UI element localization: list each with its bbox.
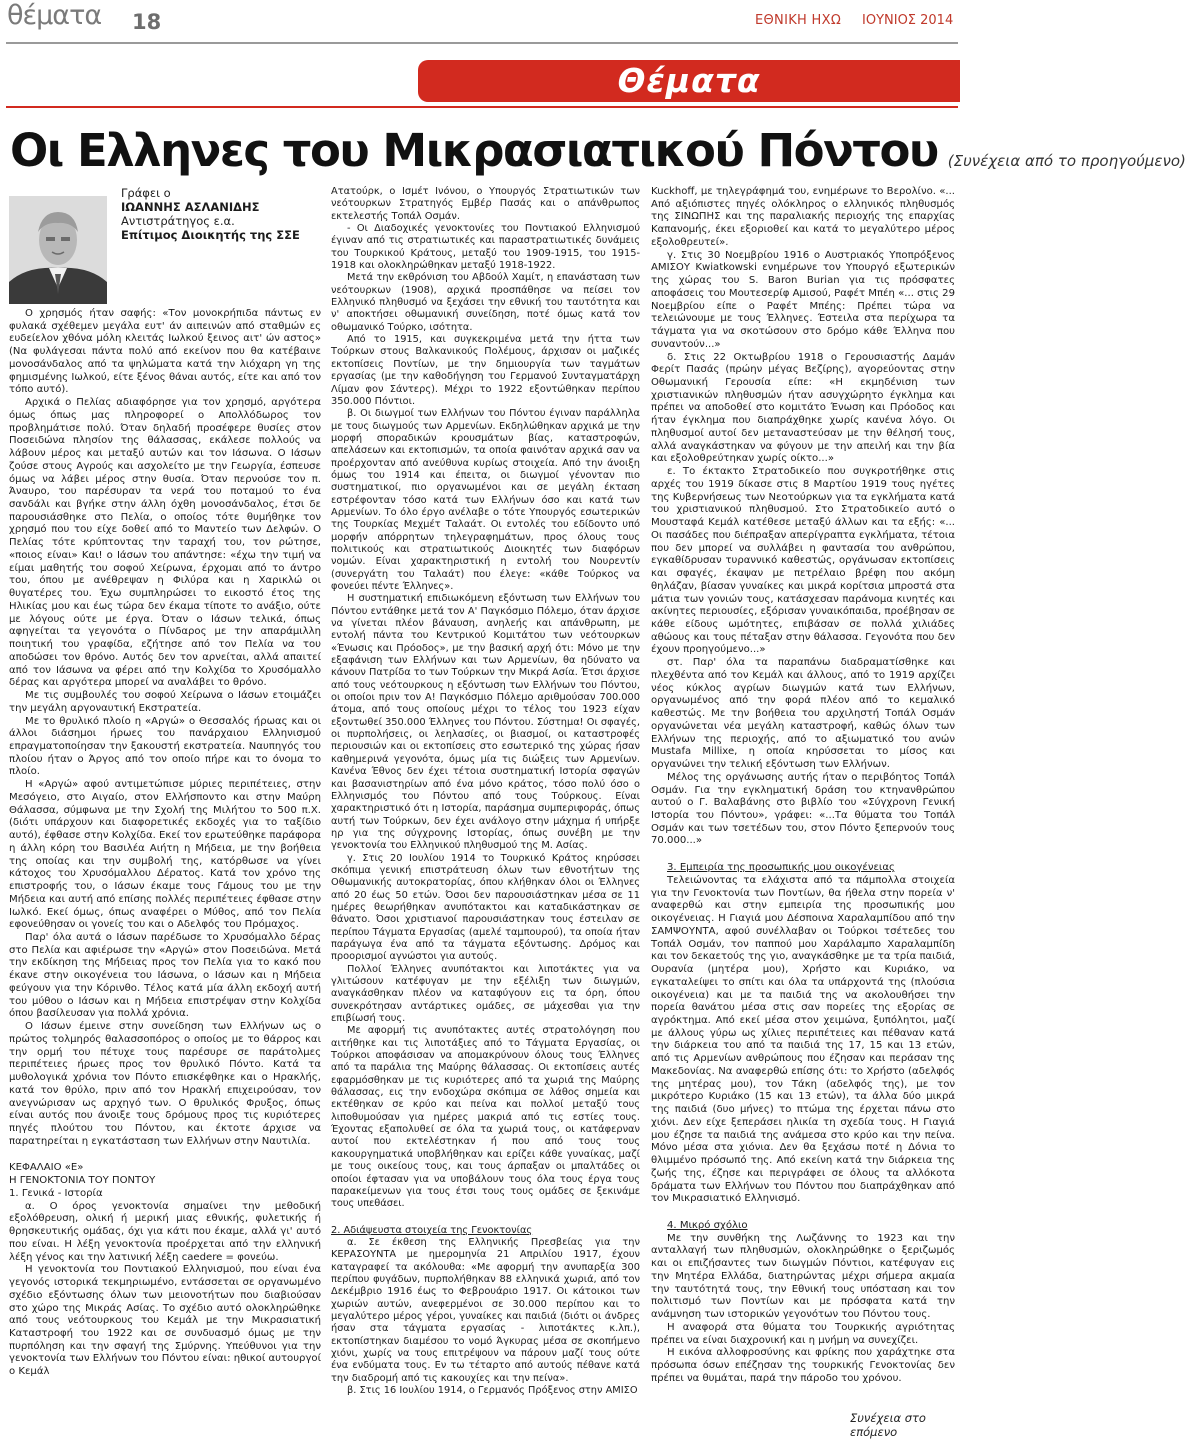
headline-continuation: (Συνέχεια από το προηγούμενο) (947, 152, 1186, 170)
paragraph: Με την συνθήκη της Λωζάννης το 1923 και την ανταλλαγή των πληθυσμών, ολοκληρώθηκε ο ξεριζωμός και οι επιζήσαντες των διωγμών Πόντιοι, κατέφυγαν εις την Μητέρα Ελλάδα, διατηρώντας μέχρι σήμερα ακμαία την ταυτότητά τους, την Εθνική τους υπόσταση και τον πολιτισμό των Ποντίων και με πρόσφατα κατά την ανάμνηση των ιστορικών γεγονότων του Πόντου τους. (651, 1232, 955, 1321)
paragraph: Παρ' όλα αυτά ο Ιάσων παρέδωσε το Χρυσόμαλλο δέρας στο Πελία και αφιέρωσε την «Αργώ» στον Ποσειδώνα. Μετά την εκδίκηση της Μήδειας προς τον Πελία για το κακό που έκανε στην οικογένεια του Ιάσωνα, ο Ιάσων και η Μήδεια φεύγουν για την Κόρινθο. Τέλος κατά μία άλλη εκδοχή αυτή του μύθου ο Ιάσων και η Μήδεια επιστρέψαν στην Κολχίδα όπου βασίλευσαν για πολλά χρόνια. (9, 931, 321, 1020)
paragraph: Ατατούρκ, ο Ισμέτ Ινόνου, ο Υπουργός Στρατιωτικών των νεότουρκων Στρατηγός Εμβέρ Πασάς και ο απάνθρωπος εκτελεστής Τοπάλ Οσμάν. (331, 186, 640, 222)
paragraph: Η αναφορά στα θύματα του Τουρκικής αγριότητας πρέπει να είναι διαχρονική και η μνήμη να συνεχίζει. (651, 1321, 955, 1346)
paragraph: Από το 1915, και συγκεκριμένα μετά την ήττα των Τούρκων στους Βαλκανικούς Πολέμους, άρχισαν οι μαζικές εκτοπίσεις Ποντίων, με την δημιουργία των ταγμάτων εργασίας (με την καθοδήγηση του Γερμανού Συνταγματάρχη Λίμαν φον Σάντερς). Μέχρι το 1922 εξοντώθηκαν περίπου 350.000 Πόντιοι. (331, 334, 640, 407)
section-heading: 1. Γενικά - Ιστορία (9, 1187, 103, 1199)
paragraph: στ. Παρ' όλα τα παραπάνω διαδραματίσθηκε και πλεχθέντα από τον Κεμάλ και άλλους, από το 1919 αρχίζει νέος κύκλος αγρίων διωγμών κατά των Ελλήνων, οργανωμένος από την φορά πλέον από το κεμαλικό καθεστώς. Με την βοήθεια του αρχιληστή Τοπάλ Οσμάν οργανώνεται νέα μεγάλη καταστροφή, καθώς όλων των Ελλήνων της περιοχής, από το αξιωματικό του ανών Mustafa Millixe, η οποία κηρύσσεται το μίσος και οργανώνει την τελική εξόντωση των Ελλήνων. (651, 657, 955, 771)
paragraph: Η «Αργώ» αφού αντιμετώπισε μύριες περιπέτειες, στην Μεσόγειο, στο Αιγαίο, στον Ελλήσποντο και στην Μαύρη Θάλασσα, σύμφωνα με την Σχολή της Μιλήτου το 500 π.Χ. (διότι υπάρχουν και διαφορετικές εκδοχές για το ταξίδιο αυτό), έφθασε στην Κολχίδα. Εκεί τον ερωτεύθηκε παράφορα η άλλη κόρη του Βασιλέα Αιήτη η Μήδεια, με την βοήθεια της οποίας και την συμβολή της, κατόρθωσε να γίνει κάτοχος του Χρυσόμαλλου Δέρατος. Κατά τον χρόνο της επιστροφής του, ο Ιάσων έκαμε τους Γάμους του με την Μήδεια και αυτή από επίσης πολλές περιπέτειες έφθασε στην Ιωλκό. Εκεί όμως, όπως αναφέρει ο Μύθος, από τον Πελία εφονεύθησαν οι γονείς του και ο Αδελφός του Πρόμαχος. (9, 779, 321, 931)
paragraph: δ. Στις 22 Οκτωβρίου 1918 ο Γερουσιαστής Δαμάν Φερίτ Πασάς (πρώην μέγας Βεζίρης), αγορεύοντας στην Οθωμανική Γερουσία είπε: «Η εκμηδένιση των χριστιανικών πληθυσμών ήταν ασυγχώρητο έγκλημα και πρέπει να αποδοθεί στο κομιτάτο Ένωση και Πρόοδος και ήταν έγκλημα που διαπράχθηκε χωρίς κανένα λόγο. Οι πληθυσμοί αυτοί δεν μεταναστεύσαν με την θέλησή τους, αλλά αναγκάστηκαν να φύγουν με την απειλή και την βία και εξολοθρεύτηκαν χωρίς οίκτο...» (651, 351, 955, 465)
paragraph: γ. Στις 20 Ιουλίου 1914 το Τουρκικό Κράτος κηρύσσει σκόπιμα γενική επιστράτευση όλων των εθνοτήτων της Οθωμανικής αυτοκρατορίας, όπου κλήθηκαν όλοι οι Έλληνες από 20 έως 50 ετών. Όσοι δεν παρουσιάστηκαν μέσα σε 11 ημέρες θεωρήθηκαν ανυπότακτοι και καταδικάστηκαν σε θάνατο. Όσοι χριστιανοί παρουσιάστηκαν τους έστειλαν σε περίπου Τάγματα Εργασίας (αμελέ ταμπουρού), τα οποία ήταν παράγωγα ένα από τα τάγματα εξόντωσης. Δρόμος και προορισμοί αγνώστοι για αυτούς. (331, 852, 640, 963)
paragraph: β. Στις 16 Ιουλίου 1914, ο Γερμανός Πρόξενος στην ΑΜΙΣΟ (347, 1385, 638, 1396)
paragraph: Με αφορμή τις ανυπότακτες αυτές στρατολόγηση που αιτήθηκε και τις λιποτάξιες από το Τάγματα Εργασίας, οι Τούρκοι αποφάσισαν να απομακρύνουν όλους τους Έλληνες από τα παράλια της Μαύρης θάλασσας. Οι εκτοπίσεις αυτές εφαρμόσθηκαν με τις κυριότερες από τα χωριά της Μαύρης θάλασσας, εις την ενδοχώρα σκόπιμα σε λάθος σημεία και εκτέθηκαν σε κρύο και πείνα και πολλοί μεταξύ τους λιποθυμούσαν για ημέρες μακριά από τις εστίες τους. Έχοντας εξαπολυθεί σε όλα τα χωριά τους, οι κατάφερναν αυτοί που εκτελέστηκαν ή που από τους τους κακουργηματικά υποβλήθηκαν και ερίζει κάθε γυναίκας, μαζί με τους οικείους τους, και τους άρπαξαν οι μπαλτάδες οι οποίοι έφτασαν για να υποβάλουν τους όλα τους έργα τους παρακείμενων για τους έτσι τους τους ομάδες σε ξεκινάμε τους υπεθάσει. (331, 1025, 640, 1210)
section-heading: 3. Εμπειρία της προσωπικής μου οικογένειας (667, 862, 895, 874)
paragraph: ε. Το έκτακτο Στρατοδικείο που συγκροτήθηκε στις αρχές του 1919 δίκασε στις 8 Μαρτίου 1919 τους ηγέτες της Κυβερνήσεως των Νεοτούρκων για τα εγκλήματα κατά του χριστιανικού πληθυσμού. Στο Στρατοδικείο αυτό ο Μουσταφά Κεμάλ κατέθεσε μεταξύ άλλων και τα εξής: «... Οι πασάδες που διέπραξαν απερίγραπτα εγκλήματα, τέτοια που δεν μπορεί να συλλάβει η φαντασία του ανθρώπου, εγκαθίδρυσαν τυραννικό καθεστώς, οργάνωσαν εκτοπίσεις και σφαγές, έκαψαν με πετρέλαιο βρέφη που ακόμη θηλάζαν, βίασαν γυναίκες και μικρά κορίτσια μπροστά στα μάτια των γονιών τους, κατάσχεσαν παράνομα κινητές και ακίνητες περιουσίες, εξόρισαν γυναικόπαιδα, προέβησαν σε κάθε είδους ωμότητες, επιβάσαν σε πολλά χιλιάδες αθώους και τους πέταξαν στην θάλασσα. Γεγονότα που δεν έχουν προηγούμενο...» (651, 466, 955, 656)
section-label: θέματα (7, 0, 102, 31)
issue-date: ΙΟΥΝΙΟΣ 2014 (862, 13, 954, 28)
article-headline (10, 124, 1186, 177)
article-column-1 (9, 186, 321, 1379)
chapter-heading: ΚΕΦΑΛΑΙΟ «Ε» (9, 1162, 84, 1174)
author-photo-icon (9, 196, 107, 304)
article-column-2 (331, 186, 640, 1397)
paragraph: γ. Στις 30 Νοεμβρίου 1916 ο Αυστριακός Υποπρόξενος ΑΜΙΣΟΥ Kwiatkowski ενημέρωνε τον Υπουργό εξωτερικών της χώρας του S. Baron Burian για τις πρόσφατες αποφάσεις του Μουτεσερίφ Αμισού, Ραφέτ Μπέη «... στις 29 Νοεμβρίου είπε ο Ραφέτ Μπέης: Πρέπει τώρα να τελειώνουμε με τους Έλληνες. Έστειλα στα περίχωρα τα τάγματα για να σκοτώσουν στο δρόμο κάθε Έλληνα που συναντούν...» (651, 249, 955, 350)
paragraph: α. Ο όρος γενοκτονία σημαίνει την μεθοδική εξολόθρευση, ολική ή μερική μιας εθνικής, φυλετικής ή θρησκευτικής ομάδας, όχι για κάτι που έκαμε, αλλά γι' αυτό που είναι. Η λέξη γενοκτονία προέρχεται από την ελληνική λέξη γένος και την λατινική λέξη caedere = φονεύω. (9, 1200, 321, 1263)
paragraph: α. Σε έκθεση της Ελληνικής Πρεσβείας για την ΚΕΡΑΣΟΥΝΤΑ με ημερομηνία 21 Απριλίου 1917, έχουν καταγραφεί τα ακόλουθα: «Με αφορμή την ανυπαρξία 300 περίπου φυγάδων, πυρπολήθηκαν 88 ελληνικά χωριά, από τον Δεκέμβριο 1916 έως το Φεβρουάριο 1917. Οι κάτοικοι των χωριών αυτών, ανεφερμένοι σε 30.000 περίπου και το μεγαλύτερο μέρος γέροι, γυναίκες και παιδιά (διότι οι άνδρες ήσαν στα τάγματα εργασίας - λιποτάκτες κ.λπ.), εκτοπίστηκαν διαμέσου το νομό Άγκυρας μέσα σε σκοπήμενο χιόνι, χωρίς να τους επιτρέψουν να πάρουν μαζί τους ούτε ένα ενδύματα τους. Εν τω τέταρτο από αυτούς πέθανε κατά την διαδρομή από τις κακουχίες και την πείνα». (331, 1236, 640, 1384)
paragraph: Με τις συμβουλές του σοφού Χείρωνα ο Ιάσων ετοιμάζει την μεγάλη αργοναυτική Εκστρατεία. (9, 690, 321, 714)
page-header (0, 0, 960, 42)
article-column-3 (651, 186, 955, 1386)
paragraph: Η γενοκτονία του Ποντιακού Ελληνισμού, που είναι ένα γεγονός ιστορικά τεκμηριωμένο, εντάσσεται σε οργανωμένο σχέδιο εξόντωσης όλων των μειονοτήτων που διαβιούσαν στο χώρο της Μικράς Ασίας. Το σχέδιο αυτό ολοκληρώθηκε από τους νεότουρκους του Κεμάλ με την Μικρασιατική Καταστροφή του 1922 και σε συνδυασμό όμως με την πυρπόληση και την σφαγή της Σμύρνης. Υπεύθυνοι για την γενοκτονία των Ελλήνων του Πόντου είναι: ηθικοί αυτουργοί ο Κεμάλ (9, 1264, 321, 1378)
section-heading: 2. Αδιάψευστα στοιχεία της Γενοκτονίας (331, 1224, 533, 1236)
paragraph: Ο χρησμός ήταν σαφής: «Τον μονοκρήπιδα πάντως εν φυλακά σχέθεμεν μεγάλα ευτ' άν αιπεινών από σταθμών ες ευδείελον χθόνα μόλη κλειτάς Ιωλκού ξεινος αιτ' ών αστος» (Να φυλάγεσαι πάντα πολύ από εκείνον που θα κατέβαινε μονοσάνδαλος από τα ψηλώματα κατά την λιόχαρη γη της φημισμένης Ιωλκού, είτε ξένος θάναι αυτός, είτε και από τον τόπο αυτό). (9, 308, 321, 396)
page-number: 18 (132, 10, 162, 34)
banner-rule (6, 106, 958, 108)
author-byline (121, 186, 300, 242)
header-rule (6, 42, 958, 44)
paragraph: β. Οι διωγμοί των Ελλήνων του Πόντου έγιναν παράλληλα με τους διωγμούς των Αρμενίων. Εκδηλώθηκαν αρχικά με την μορφή σποραδικών κρουσμάτων βίας, καταστροφών, απελάσεων και εκτοπισμών, τα οποία φαινόταν αρχικά σαν να προέρχονταν από ανεύθυνα κυρίως στοιχεία. Από την άνοιξη όμως του 1914 και έπειτα, οι διωγμοί γένονταν πιο συστηματικοί, πιο οργανωμένοι και σε μεγάλη έκταση εστρέφονταν τόσο κατά των Ελλήνων όσο και κατά των Αρμενίων. Το όλο έργο ανέλαβε ο τότε Υπουργός εσωτερικών της Τουρκίας Μεχμέτ Ταλαάτ. Οι εντολές του εδίδοντο υπό μορφήν απόρρητων τηλεγραφημάτων, προς όλους τους πολιτικούς και στρατιωτικούς Διοικητές των διαφόρων νομών. Είναι χαρακτηριστική η εντολή του Νουρεντίν (συνεργάτη του Ταλαάτ) που έλεγε: «κάθε Τούρκος να φονεύει πέντε Έλληνες». (331, 408, 640, 592)
paragraph: Η συστηματική επιδιωκόμενη εξόντωση των Ελλήνων του Πόντου εντάθηκε μετά τον Α' Παγκόσμιο Πόλεμο, όταν άρχισε να γίνεται πλέον βάναυση, ανηλεής και απάνθρωπη, με εντολή πάντα του Κεντρικού Κομιτάτου των νεότουρκων «Ένωσις και Πρόοδος», με την βασική αρχή ότι: Μόνο με την εξαφάνιση των Ελλήνων και των Αρμενίων, θα ηδύνατο να κάνουν Πατρίδα το των Τούρκων την Μικρά Ασία. Έτσι άρχισε από τους νεότουρκους η εξόντωση των Ελλήνων του Πόντου, οι οποίοι πριν τον Α! Παγκόσμιο Πόλεμο αριθμούσαν 700.000 άτομα, από τους οποίους μέχρι το τέλος του 1923 είχαν εξοντωθεί 350.000 Έλληνες του Πόντου. Σύστημα! Οι σφαγές, οι πυρπολήσεις, οι λεηλασίες, οι βιασμοί, οι καταστροφές περιουσιών και οι εκτοπίσεις στο εσωτερικό της χώρας ήσαν καθημερινά γεγονότα, όμως μία τις διώξεις των Αρμενίων. Κανένα Έθνος δεν έχει τέτοια συστηματική Ιστορία σφαγών και βασανιστηρίων από ένα μόνο κράτος, τόσο πολύ όσο ο Ελληνισμός του Πόντου από τους Τούρκους. Είναι χαρακτηριστικό ότι η Ιστορία, παράσημα συμπεριφοράς, όπως αυτή των Τούρκων, δεν έχει ανάλογο στην μάχημα ή υπήρξε ηρ για της σύγχρονης Ιστορίας, όπως συνέβη με την γενοκτονία του Ελληνικού πληθυσμού της Μ. Ασίας. (331, 593, 640, 852)
author-role: Επίτιμος Διοικητής της ΣΣΕ (121, 228, 300, 242)
paragraph: Μετά την εκθρόνιση του Αβδούλ Χαμίτ, η επανάσταση των νεότουρκων (1908), αρχικά προσπάθησε να πείσει τον Ελληνικό πληθυσμό να ξεχάσει την εθνική του ταυτότητα και ν' αποκτήσει οθωμανική συνείδηση, ποτέ όμως κατά τον οθωμανικό Τούρκο, ισότητα. (331, 272, 640, 333)
section-heading: 4. Μικρό σχόλιο (667, 1220, 748, 1232)
paragraph: Η εικόνα αλλοφροσύνης και φρίκης που χαράχτηκε στα πρόσωπα όσων επέζησαν της τουρκικής Γενοκτονίας δεν πρέπει να θυμάται, παρά την πάροδο του χρόνου. (651, 1347, 955, 1384)
author-name: ΙΩΑΝΝΗΣ ΑΣΛΑΝΙΔΗΣ (121, 200, 260, 214)
paragraph: Μέλος της οργάνωσης αυτής ήταν ο περιβόητος Τοπάλ Οσμάν. Για την εγκληματική δράση του κτηνανθρώπου αυτού ο Γ. Βαλαβάνης στο βιβλίο του «Σύγχρονη Γενική Ιστορία του Πόντου», γράφει: «...Τα θύματα του Τοπάλ Οσμάν και των τσετέδων του, στον Πόντο ξεπερνούν τους 70.000...» (651, 771, 955, 847)
byline-intro: Γράφει ο (121, 186, 171, 200)
headline-title: Οι Ελληνες του Μικρασιατικού Πόντου (10, 124, 938, 177)
paragraph: Τελειώνοντας τα ελάχιστα από τα πάμπολλα στοιχεία για την Γενοκτονία των Ποντίων, θα ήθελα στην πορεία ν' αναφερθώ και στην εμπειρία της προσωπικής μου οικογένειας. Η Γιαγιά μου Δέσποινα Χαραλαμπίδου από την ΣΑΜΨΟΥΝΤΑ, αφού συνέλλαβαν οι Τούρκοι τσέτεδες του Τοπάλ Οσμάν, τον παππού μου Χαράλαμπο Χαραλαμπίδη και τον δεκαετούς της γιο, αναγκάσθηκε με τα τρία παιδιά, Ουρανία (μητέρα μου), Χρήστο και Κυριάκο, να εγκαταλείψει το σπίτι και όλα τα υπάρχοντά της (πλούσια οικογένεια) και με τα παιδιά της να ακολουθήσει την πορεία θανάτου μέσα στις σαν πορείες της εξορίας σε αγρόκτημα. Από εκεί μέσα στον χειμώνα, ξυπόλητοι, μαζί με άλλους γύρω ως χίλιες περιπέτειες και πέθαναν κατά την διάρκεια του από τα παιδιά της 17, 15 και 13 ετών, από τις Αρμενίων ανθρώπους που έζησαν και περάσαν της Μακεδονίας. Να αναφερθώ επίσης ότι: το Χρήστο (αδελφός της μητέρας μου), τον Τάκη (αδελφός της), με τον μικρότερο Κυριάκο (15 και 13 ετών), τα άλλα δύο μικρά της παιδιά (δυο μήνες) το πτώμα της έρχεται πάνω στο χιόνι. Δεν είχε ξεπεράσει ηλικία τη σχεδία τους. Η Γιαγιά μου έζησε τα παιδιά της ανάμεσα στο κρύο και την πείνα. Μόνο μέσα στα χιόνια. Δεν θα ξεχάσω ποτέ η Δόνια το θλιμμένο πρόσωπό της. Από εκείνη κατά την διάρκεια της ζωής της, έζησε και περιγράφει σε όλους τα αλλόκοτα δράματα των Ελλήνων του Πόντου που διαπράχθηκαν από τον Μικρασιατικό Ελληνισμό. (651, 874, 955, 1205)
newspaper-name: ΕΘΝΙΚΗ ΗΧΩ (755, 13, 842, 28)
author-rank: Αντιστράτηγος ε.α. (121, 214, 235, 228)
paragraph: Kuckhoff, με τηλεγράφημά του, ενημέρωνε το Βερολίνο. «... Από αξιόπιστες πηγές ολόκληρος ο ελληνικός πληθυσμός της ΣΙΝΩΠΗΣ και της παραλιακής περιοχής της επαρχίας Καπανομής, έκει εξοριοθεί και κατά το μεγαλύτερο μέρος εξολοθρευτεί». (651, 186, 955, 248)
author-block (9, 186, 321, 308)
section-banner (418, 60, 960, 102)
paragraph: - Οι Διαδοχικές γενοκτονίες του Ποντιακού Ελληνισμού έγιναν από τις στρατιωτικές και παραστρατιωτικές δυνάμεις του Τουρκικού Κράτους, μεταξύ του 1909-1915, του 1915-1918 και ολοκληρώθηκαν μεταξύ 1918-1922. (331, 223, 640, 272)
author-portrait (9, 196, 107, 304)
banner-title: Θέματα (617, 61, 761, 100)
paragraph: Με το θρυλικό πλοίο η «Αργώ» ο Θεσσαλός ήρωας και οι άλλοι διάσημοι ήρωες του πανάρχαιου Ελληνισμού επραγματοποίησαν την ξακουστή εκστρατεία. Ναυπηγός του πλοίου ήταν ο Άργος από τον οποίο πήρε και το όνομα το πλοίο. (9, 715, 321, 778)
paragraph: Ο Ιάσων έμεινε στην συνείδηση των Ελλήνων ως ο πρώτος τολμηρός θαλασσοπόρος ο οποίος με το θάρρος και την ορμή του πέτυχε τους παρέσυρε σε παράτολμες περιπέτειες ήρωες προς τον θρυλικό Πόντο. Κατά τα μυθολογικά χρόνια τον Πόντο επισκέφθηκε και ο Ηρακλής, κατά τον θρύλο, πριν από τον Ηρακλή επιχειρούσαν, τον ανεγνώρισαν ως αρχηγό των. Ο θρυλικός Φρυξος, όπως είναι αυτός που άνοιξε τους δρόμους προς τις κυριότερες πηγές πλούτου του Πόντου, και έκτοτε άρχισε να παρατηρείται η εγκατάσταση των Ελλήνων στην Ναυτιλία. (9, 1021, 321, 1147)
continued-note: Συνέχεια στο επόμενο (850, 1411, 926, 1439)
paragraph: Αρχικά ο Πελίας αδιαφόρησε για τον χρησμό, αργότερα όμως όπως μας πληροφορεί ο Απολλόδωρος τον προβλημάτισε πολύ. Όταν δηλαδή προσέφερε θυσίες στον Ποσειδώνα πλησίον της θάλασσας, εκάλεσε πολλούς να λάβουν μέρος και μεταξύ αυτών και τον Ιάσωνα. Ο Ιάσων ζούσε στους Αγρούς και ασχολείτο με την Γεωργία, έσπευσε όμως να λάβει μέρος στην θυσία. Όταν περνούσε τον π. Άναυρο, του παρέσυραν τα νερά του ποταμού το ένα σανδάλι και βγήκε στην άλλη όχθη μονοσάνδαλος, έτσι δε παρουσιάσθηκε στο Πελία, ο οποίος τότε θυμήθηκε τον χρησμό που του είχε δοθεί από το Μαντείο των Δελφών. Ο Πελίας τότε κρύπτοντας την ταραχή του, τον ρώτησε, «ποιος είναι» Και! ο Ιάσων του απάντησε: «έχω την τιμή να είμαι μαθητής του σοφού Χείρωνα, έρχομαι από το άντρο του, όπου με ανέθρεψαν η Φιλύρα και η Χαρικλώ οι θυγατέρες του. Έχω συμπληρώσει το εικοστό έτος της Ηλικίας μου και έως τώρα δεν έκαμα τίποτε το ανάξιο, ούτε με λόγους ούτε με έργα. Όταν ο Ιάσων τελικά, όπως αφηγείται τα γεγονότα ο Πίνδαρος με την απαράμιλλη ποιητική του γραφίδα, εζήτησε από τον Πελία να του αποδώσει τον θρόνο. Αυτός δεν τον αρνείται, αλλά απαιτεί από τον Ιάσωνα να φέρει από την Κολχίδα το Χρυσόμαλλο δέρας και αργότερα μπορεί να αναλάβει το θρόνο. (9, 397, 321, 689)
paragraph: Πολλοί Έλληνες ανυπότακτοι και λιποτάκτες για να γλιτώσουν κατέφυγαν με την εξέλιξη των διωγμών, αναγκάσθηκαν πλέον να καταφύγουν εις τα όρη, όπου συνεκρότησαν αντάρτικες ομάδες, σε μάχεσθαι για την επιβίωσή τους. (331, 963, 640, 1025)
chapter-title: Η ΓΕΝΟΚΤΟΝΙΑ ΤΟΥ ΠΟΝΤΟΥ (9, 1175, 156, 1187)
